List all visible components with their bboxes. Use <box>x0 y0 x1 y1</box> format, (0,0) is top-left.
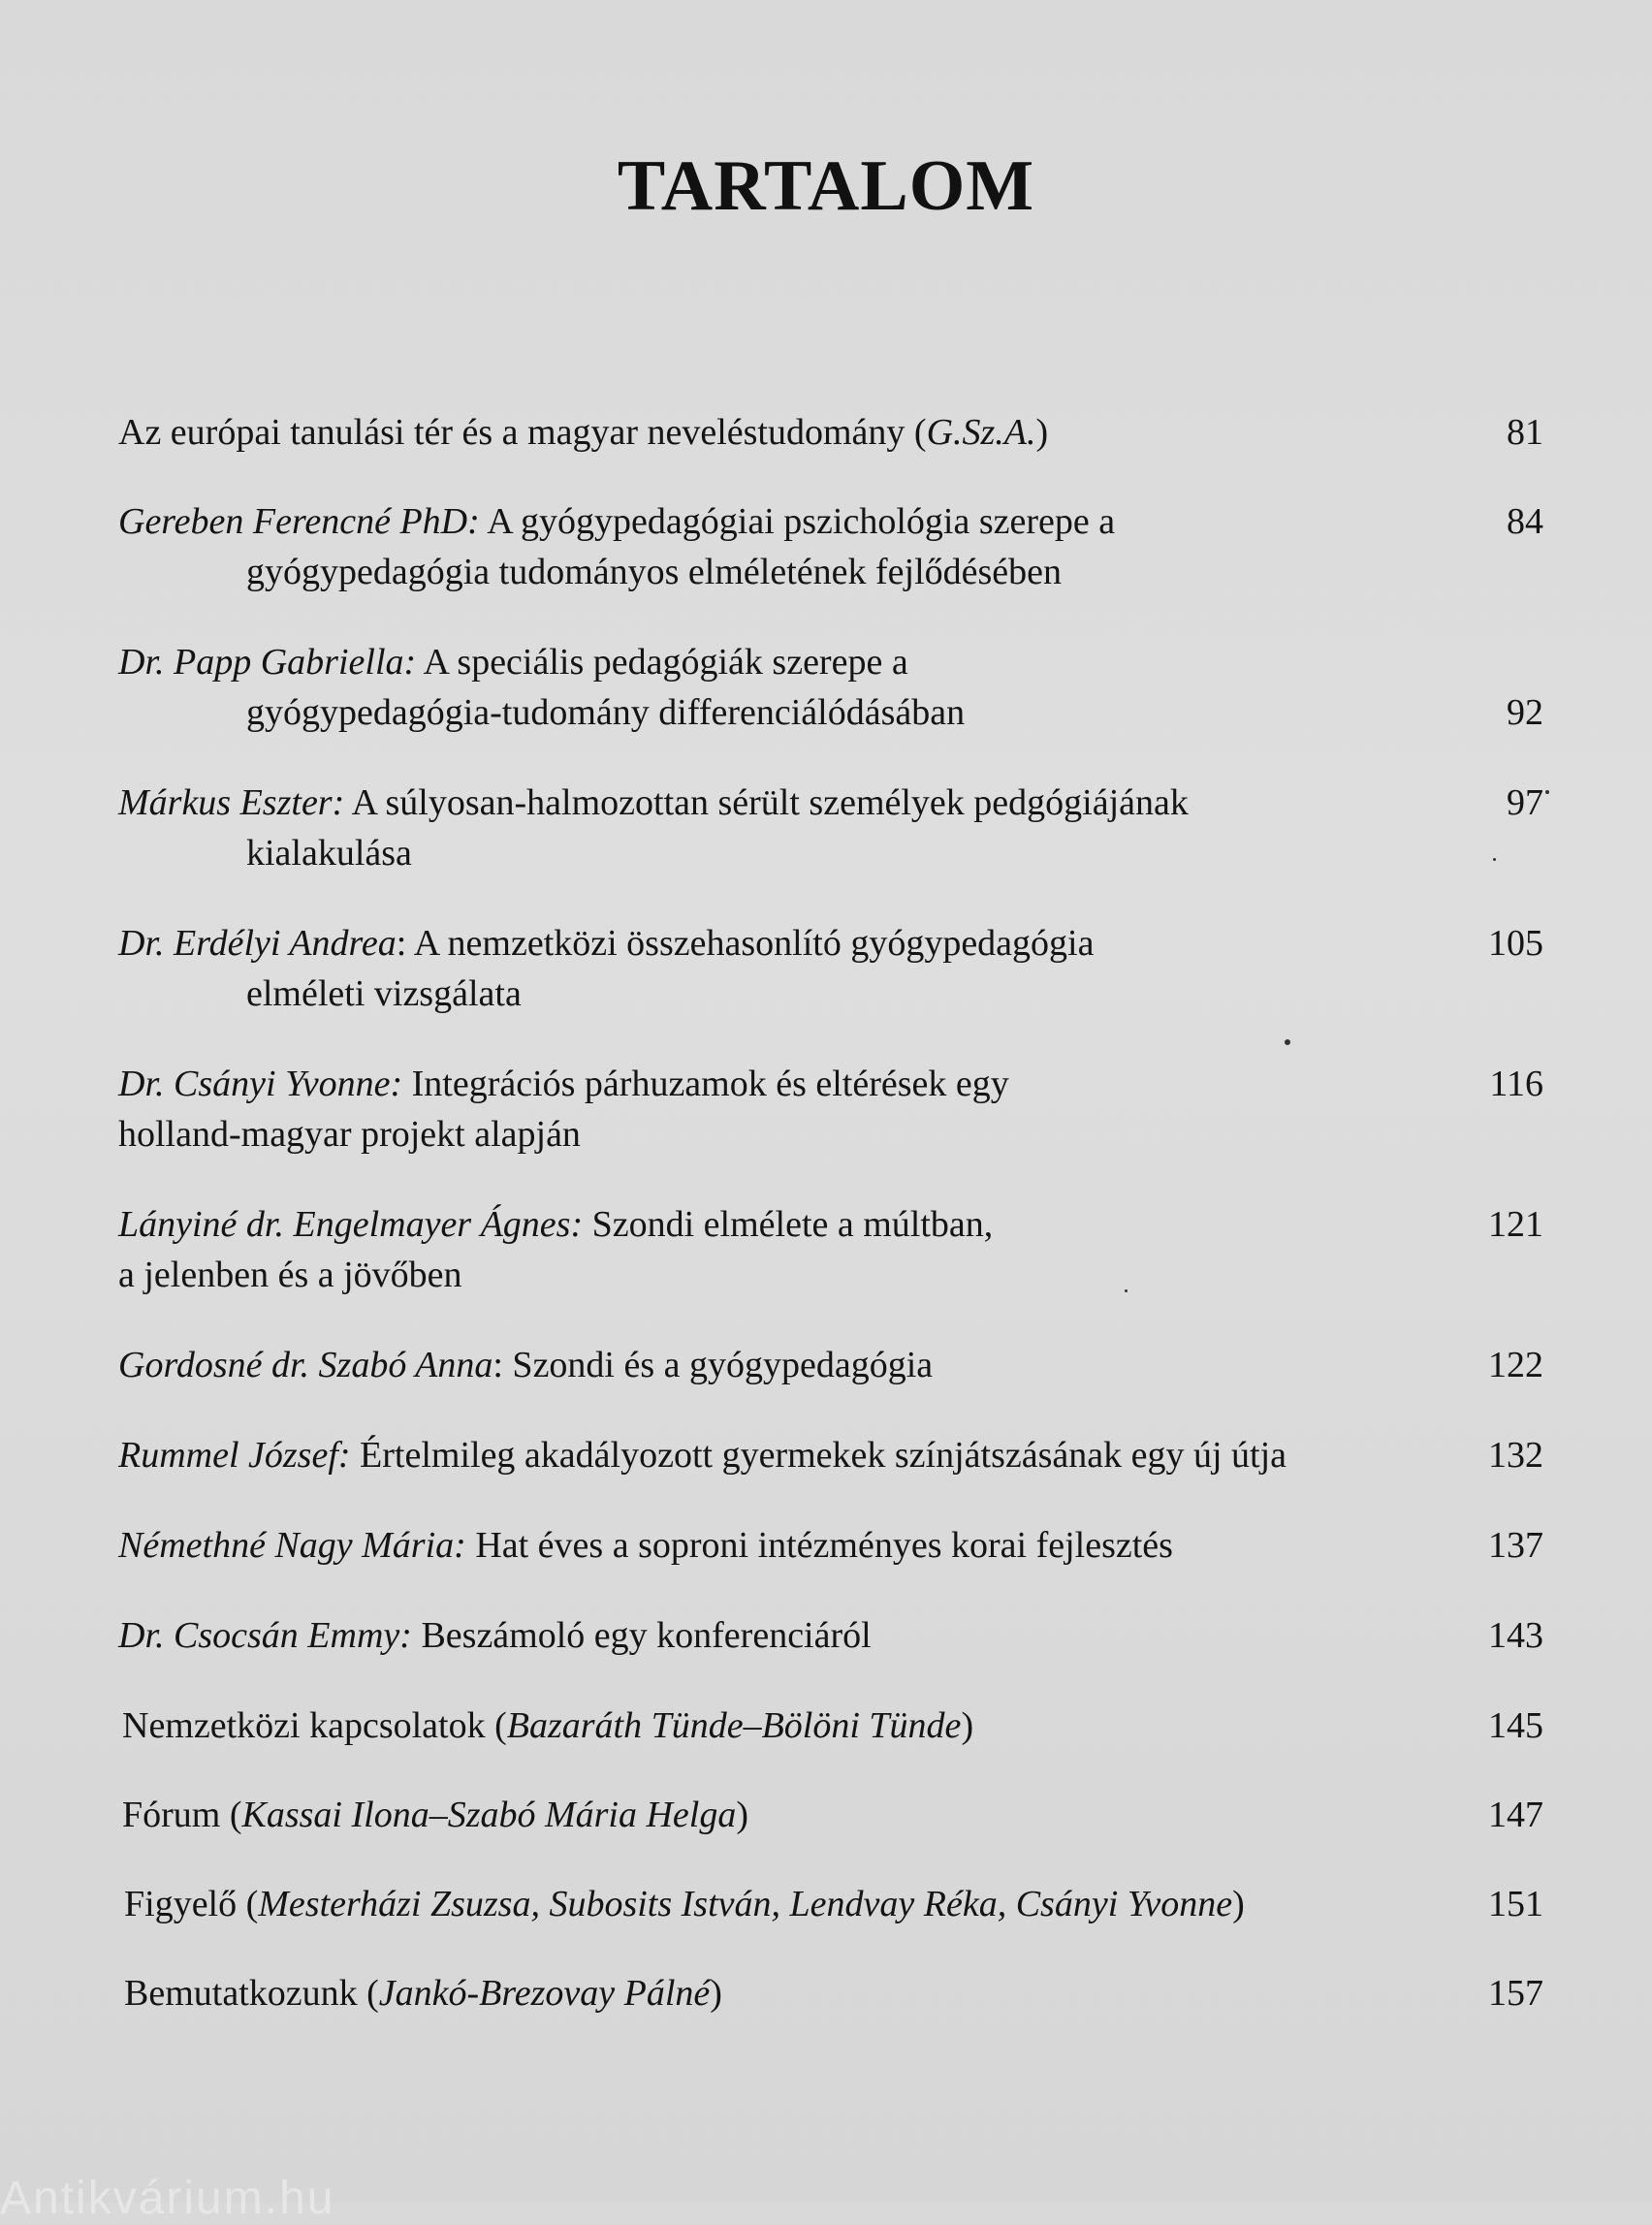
toc-entry-continuation: elméleti vizsgálata <box>246 973 522 1014</box>
toc-entry-author: Dr. Papp Gabriella: <box>118 642 417 683</box>
toc-page-number: 121 <box>1488 1204 1543 1245</box>
toc-entry <box>118 778 1543 878</box>
toc-page-number: 157 <box>1488 1973 1543 2014</box>
watermark: Antikvárium.hu <box>0 2173 335 2224</box>
toc-entry-text: Figyelő (Mesterházi Zsuzsa, Subosits István, Lendvay Réka, Csányi Yvonne) <box>124 1884 1245 1924</box>
toc-entry-text: Az európai tanulási tér és a magyar neveléstudomány (G.Sz.A.) <box>118 412 1049 453</box>
toc-entry <box>118 918 1543 1019</box>
toc-entry-text: Dr. Csányi Yvonne: Integrációs párhuzamok és eltérések egy <box>118 1064 1009 1104</box>
toc-page-number: 105 <box>1488 923 1543 964</box>
toc-entry <box>124 1879 1543 1929</box>
toc-entry-continuation: gyógypedagógia-tudomány differenciálódásában <box>246 692 966 733</box>
toc-entry-author: Bazaráth Tünde–Bölöni Tünde <box>506 1705 962 1746</box>
toc-entry-author: Lányiné dr. Engelmayer Ágnes: <box>118 1204 584 1245</box>
toc-entry-text: Fórum (Kassai Ilona–Szabó Mária Helga) <box>122 1795 749 1835</box>
toc-entry <box>118 407 1543 458</box>
toc-entry-text: Nemzetközi kapcsolatok (Bazaráth Tünde–Bölöni Tünde) <box>122 1705 974 1746</box>
toc-page-number: 116 <box>1489 1064 1543 1104</box>
toc-entry-text: Gereben Ferencné PhD: A gyógypedagógiai pszichológia szerepe a <box>118 501 1116 542</box>
toc-page-number: 84 <box>1507 501 1543 542</box>
toc-entry-author: Jankó-Brezovay Pálné <box>378 1973 711 2014</box>
toc-entry-text: Bemutatkozunk (Jankó-Brezovay Pálné) <box>124 1973 722 2014</box>
toc-entry <box>118 1520 1543 1571</box>
toc-page-number: 137 <box>1488 1525 1543 1566</box>
toc-entry-author: G.Sz.A. <box>926 412 1036 453</box>
toc-entry <box>118 496 1543 597</box>
dust-speck <box>1545 790 1549 794</box>
toc-entry-author: Gordosné dr. Szabó Anna <box>118 1345 493 1385</box>
toc-entry-text: Lányiné dr. Engelmayer Ágnes: Szondi elmélete a múltban, <box>118 1204 994 1245</box>
toc-page-number: 132 <box>1488 1435 1543 1476</box>
toc-entry-continuation: holland-magyar projekt alapján <box>118 1114 581 1155</box>
toc-page-number: 92 <box>1507 692 1543 733</box>
toc-entry-continuation: gyógypedagógia tudományos elméletének fejlődésében <box>246 552 1063 592</box>
toc-page-number: 151 <box>1488 1884 1543 1924</box>
toc-entry-author: Rummel József: <box>118 1435 351 1476</box>
page-title: TARTALOM <box>617 146 1035 226</box>
toc-entry <box>122 1701 1543 1751</box>
toc-entry-text: Gordosné dr. Szabó Anna: Szondi és a gyógypedagógia <box>118 1345 934 1385</box>
toc-entry-text: Némethné Nagy Mária: Hat éves a soproni intézményes korai fejlesztés <box>118 1525 1173 1566</box>
toc-page-number: 145 <box>1488 1705 1543 1746</box>
toc-entry-author: Kassai Ilona–Szabó Mária Helga <box>241 1795 737 1835</box>
toc-entry <box>124 1968 1543 2018</box>
toc-entry-author: Márkus Eszter: <box>118 782 345 823</box>
dust-speck <box>1125 1289 1128 1292</box>
toc-entry-author: Mesterházi Zsuzsa, Subosits István, Lendvay Réka, Csányi Yvonne <box>258 1884 1233 1924</box>
toc-entry <box>122 1790 1543 1840</box>
dust-speck <box>1493 858 1496 861</box>
toc-entry <box>118 637 1543 738</box>
toc-page-number: 143 <box>1488 1615 1543 1656</box>
dust-speck <box>1285 1039 1290 1045</box>
toc-entry-text: Dr. Erdélyi Andrea: A nemzetközi összehasonlító gyógypedagógia <box>118 923 1095 964</box>
toc-page-number: 81 <box>1507 412 1543 453</box>
toc-entry <box>118 1430 1543 1480</box>
toc-entry <box>118 1340 1543 1390</box>
toc-entry-author: Dr. Csányi Yvonne: <box>118 1064 403 1104</box>
toc-page-number: 122 <box>1488 1345 1543 1385</box>
toc-entry-text: Dr. Csocsán Emmy: Beszámoló egy konferenciáról <box>118 1615 872 1656</box>
toc-entry-text: Márkus Eszter: A súlyosan-halmozottan sérült személyek pedgógiájának <box>118 782 1189 823</box>
toc-entry-continuation: kialakulása <box>246 833 412 874</box>
toc-entry-author: Dr. Csocsán Emmy: <box>118 1615 412 1656</box>
toc-page-number: 97 <box>1507 782 1543 823</box>
toc-entry-text: Rummel József: Értelmileg akadályozott gyermekek színjátszásának egy új útja <box>118 1435 1287 1476</box>
toc-entry <box>118 1610 1543 1661</box>
toc-entry-continuation: a jelenben és a jövőben <box>118 1255 462 1295</box>
toc-entry-text: Dr. Papp Gabriella: A speciális pedagógiák szerepe a <box>118 642 908 683</box>
toc-page-number: 147 <box>1488 1795 1543 1835</box>
toc-entry <box>118 1059 1543 1160</box>
toc-entry-author: Dr. Erdélyi Andrea <box>118 923 397 964</box>
toc-entry <box>118 1199 1543 1300</box>
toc-entry-author: Némethné Nagy Mária: <box>118 1525 466 1566</box>
toc-entry-author: Gereben Ferencné PhD: <box>118 501 480 542</box>
